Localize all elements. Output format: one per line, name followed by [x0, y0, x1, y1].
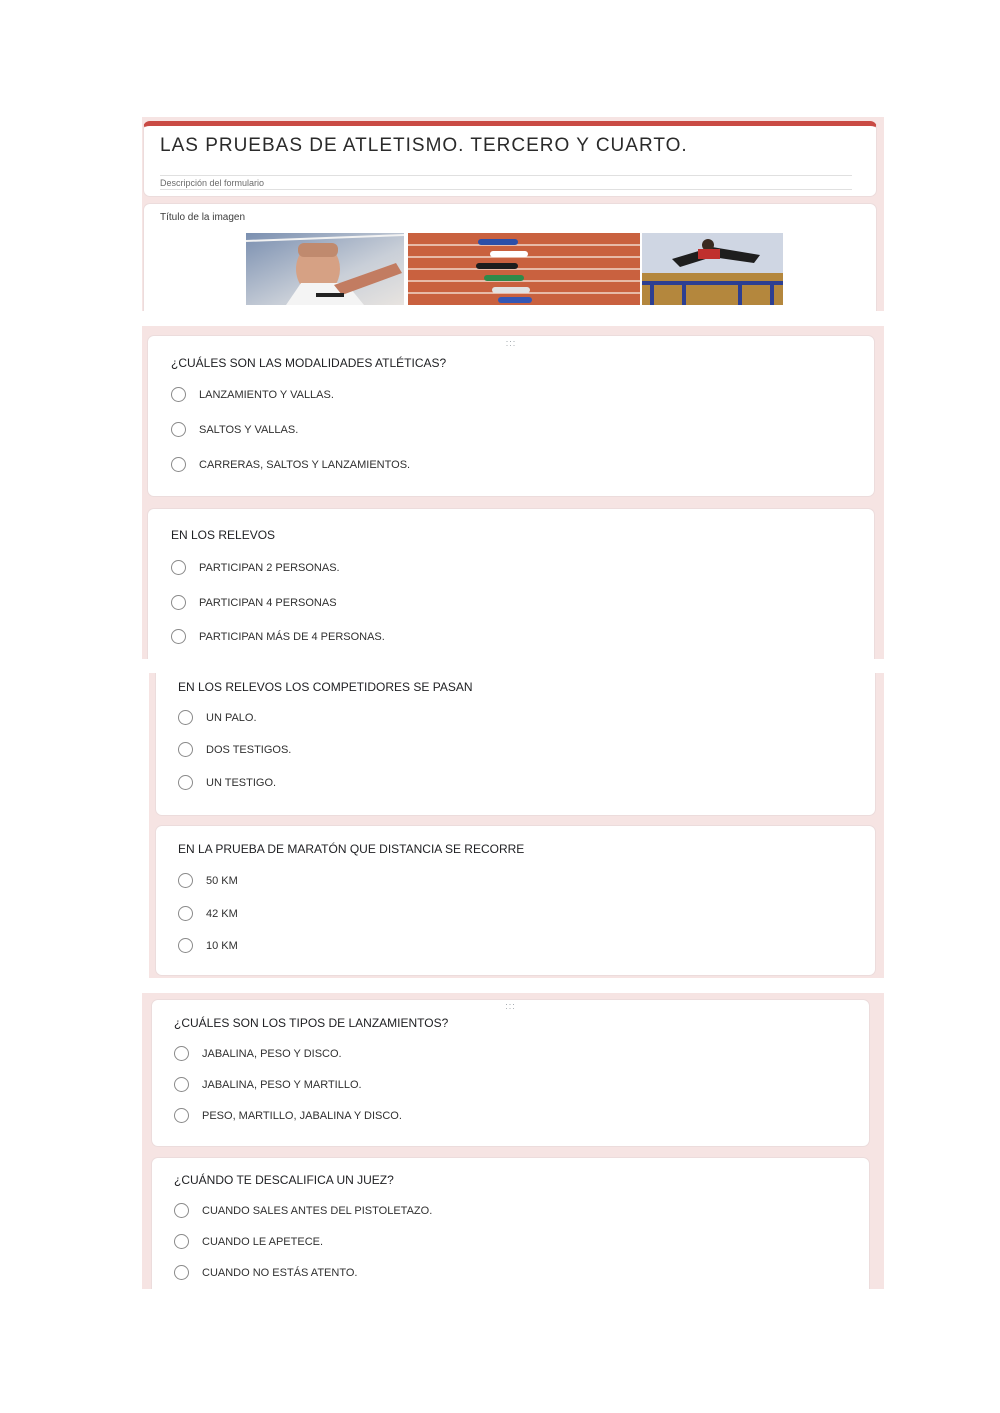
option-row[interactable] [174, 1265, 357, 1280]
radio-button[interactable] [178, 906, 193, 921]
option-row[interactable] [174, 1203, 432, 1218]
option-label: PESO, MARTILLO, JABALINA Y DISCO. [202, 1109, 402, 1122]
option-row[interactable] [178, 710, 257, 725]
option-label: UN PALO. [206, 711, 257, 724]
option-label: CUANDO SALES ANTES DEL PISTOLETAZO. [202, 1204, 433, 1217]
radio-button[interactable] [171, 457, 186, 472]
option-label: SALTOS Y VALLAS. [199, 423, 299, 436]
option-row[interactable] [174, 1046, 342, 1061]
option-row[interactable] [178, 873, 238, 888]
option-row[interactable] [174, 1108, 402, 1123]
question-card-1 [147, 335, 875, 497]
hurdler-image [642, 233, 783, 305]
option-label: 10 KM [206, 939, 238, 952]
question-card-3 [155, 673, 876, 816]
option-label: JABALINA, PESO Y DISCO. [202, 1047, 342, 1060]
question-title: ¿CUÁLES SON LAS MODALIDADES ATLÉTICAS? [171, 356, 447, 370]
option-row[interactable] [178, 775, 276, 790]
option-row[interactable] [174, 1077, 362, 1092]
description-underline [160, 189, 852, 190]
question-card-6 [151, 1157, 870, 1289]
radio-button[interactable] [174, 1265, 189, 1280]
radio-button[interactable] [174, 1046, 189, 1061]
option-label: DOS TESTIGOS. [206, 743, 292, 756]
option-row[interactable] [171, 595, 337, 610]
option-label: CARRERAS, SALTOS Y LANZAMIENTOS. [199, 458, 411, 471]
question-title: EN LOS RELEVOS [171, 528, 276, 542]
form-description: Descripción del formulario [160, 178, 265, 188]
javelin-thrower-image [246, 233, 404, 305]
question-card-2 [147, 508, 875, 659]
radio-button[interactable] [174, 1108, 189, 1123]
option-row[interactable] [178, 742, 291, 757]
option-label: PARTICIPAN 4 PERSONAS [199, 596, 337, 609]
option-row[interactable] [171, 387, 334, 402]
question-card-5 [151, 999, 870, 1147]
option-label: LANZAMIENTO Y VALLAS. [199, 388, 334, 401]
radio-button[interactable] [174, 1077, 189, 1092]
radio-button[interactable] [174, 1203, 189, 1218]
question-title: EN LA PRUEBA DE MARATÓN QUE DISTANCIA SE RECORRE [178, 842, 525, 856]
option-label: PARTICIPAN 2 PERSONAS. [199, 561, 340, 574]
question-title: ¿CUÁNDO TE DESCALIFICA UN JUEZ? [174, 1173, 394, 1187]
option-row[interactable] [178, 938, 238, 953]
drag-handle-icon[interactable]: ::: [505, 1001, 516, 1011]
option-label: UN TESTIGO. [206, 776, 277, 789]
question-card-4 [155, 825, 876, 976]
radio-button[interactable] [171, 422, 186, 437]
radio-button[interactable] [171, 629, 186, 644]
radio-button[interactable] [178, 873, 193, 888]
radio-button[interactable] [171, 387, 186, 402]
option-label: 42 KM [206, 907, 238, 920]
radio-button[interactable] [178, 710, 193, 725]
option-label: PARTICIPAN MÁS DE 4 PERSONAS. [199, 630, 385, 643]
option-row[interactable] [171, 560, 340, 575]
title-underline [160, 175, 852, 176]
radio-button[interactable] [178, 938, 193, 953]
option-label: JABALINA, PESO Y MARTILLO. [202, 1078, 362, 1091]
option-row[interactable] [171, 422, 298, 437]
radio-button[interactable] [171, 560, 186, 575]
option-label: 50 KM [206, 874, 238, 887]
sprint-start-image [408, 233, 640, 305]
drag-handle-icon[interactable]: ::: [505, 338, 517, 348]
option-row[interactable] [171, 457, 410, 472]
option-row[interactable] [171, 629, 385, 644]
form-header-card [143, 121, 877, 197]
option-row[interactable] [174, 1234, 323, 1249]
option-row[interactable] [178, 906, 238, 921]
question-title: EN LOS RELEVOS LOS COMPETIDORES SE PASAN [178, 680, 473, 694]
question-title: ¿CUÁLES SON LOS TIPOS DE LANZAMIENTOS? [174, 1016, 449, 1030]
radio-button[interactable] [171, 595, 186, 610]
option-label: CUANDO NO ESTÁS ATENTO. [202, 1266, 358, 1279]
radio-button[interactable] [178, 742, 193, 757]
option-label: CUANDO LE APETECE. [202, 1235, 324, 1248]
image-card [143, 203, 877, 311]
form-title: LAS PRUEBAS DE ATLETISMO. TERCERO Y CUARTO. [160, 135, 688, 156]
image-title: Título de la imagen [160, 212, 246, 223]
radio-button[interactable] [174, 1234, 189, 1249]
radio-button[interactable] [178, 775, 193, 790]
